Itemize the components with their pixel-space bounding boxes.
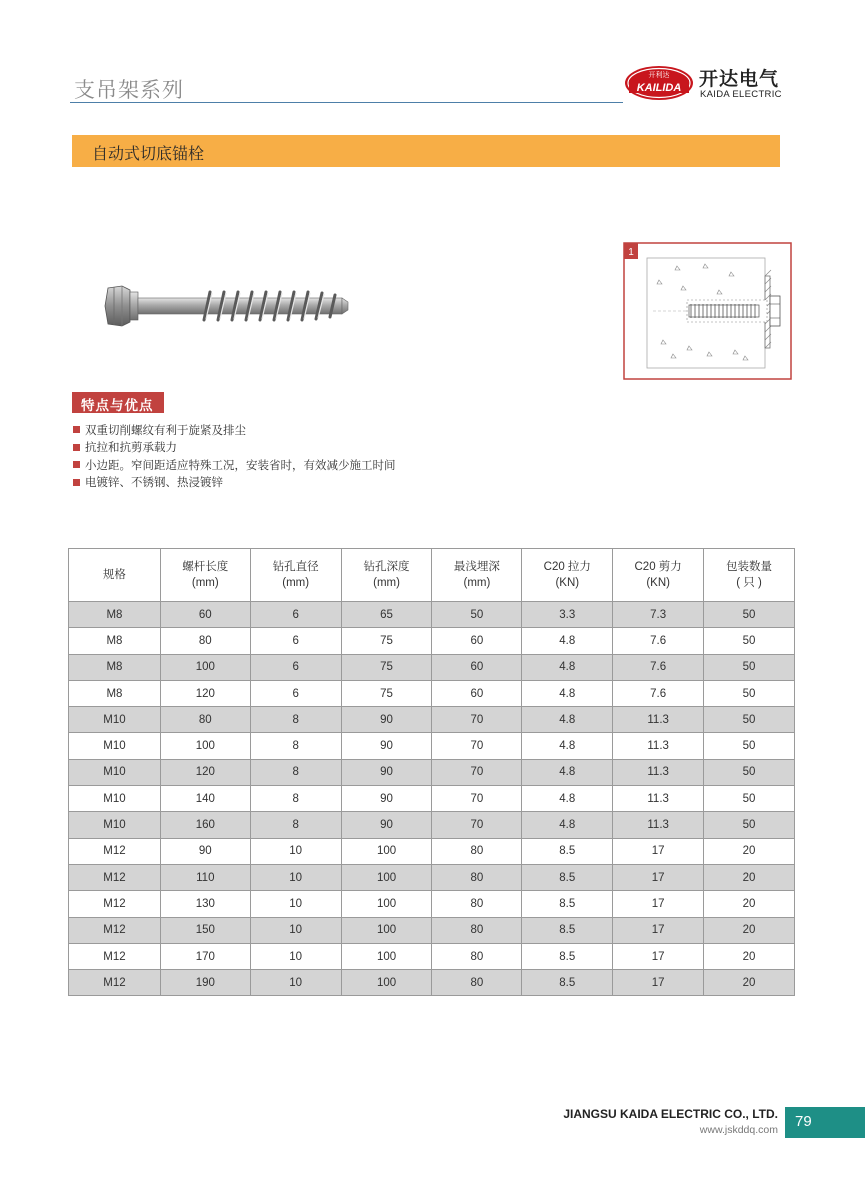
table-cell: 120 (160, 680, 250, 706)
table-cell: 50 (704, 733, 795, 759)
section-title-bar (72, 135, 780, 167)
table-cell: 60 (432, 628, 522, 654)
table-cell: 50 (704, 812, 795, 838)
table-cell: 8.5 (522, 864, 613, 890)
table-cell: 75 (341, 628, 432, 654)
table-cell: M8 (69, 602, 161, 628)
table-row (69, 917, 795, 943)
table-row (69, 891, 795, 917)
table-cell: 80 (432, 838, 522, 864)
table-cell: 20 (704, 891, 795, 917)
table-cell: 20 (704, 864, 795, 890)
table-header-cell (704, 549, 795, 602)
table-row (69, 628, 795, 654)
table-cell: 4.8 (522, 628, 613, 654)
table-cell: 100 (341, 838, 432, 864)
table-cell: M10 (69, 707, 161, 733)
table-cell: 50 (704, 654, 795, 680)
table-cell: 130 (160, 891, 250, 917)
table-cell: 11.3 (613, 812, 704, 838)
table-cell: 80 (432, 970, 522, 996)
table-cell: M10 (69, 786, 161, 812)
table-cell: 190 (160, 970, 250, 996)
table-cell: 150 (160, 917, 250, 943)
table-row (69, 812, 795, 838)
table-cell: 80 (160, 707, 250, 733)
logo-cn-name: 开达电气 (699, 68, 780, 90)
table-cell: 50 (704, 628, 795, 654)
table-cell: 7.6 (613, 628, 704, 654)
series-title: 支吊架系列 (74, 78, 184, 102)
company-name: JIANGSU KAIDA ELECTRIC CO., LTD. (563, 1107, 778, 1121)
table-cell: 60 (432, 680, 522, 706)
table-cell: 4.8 (522, 733, 613, 759)
spec-table (68, 548, 795, 996)
header-label: 螺杆长度 (182, 561, 229, 573)
table-cell: 50 (704, 680, 795, 706)
table-cell: 50 (704, 707, 795, 733)
table-row (69, 759, 795, 785)
table-cell: M12 (69, 917, 161, 943)
table-cell: 3.3 (522, 602, 613, 628)
table-cell: 7.6 (613, 654, 704, 680)
table-cell: 4.8 (522, 654, 613, 680)
table-cell: 20 (704, 838, 795, 864)
table-header-cell (432, 549, 522, 602)
table-cell: 80 (432, 943, 522, 969)
diagram-figure-number: 1 (628, 247, 634, 258)
header-label: 钻孔直径 (272, 561, 319, 573)
table-row (69, 654, 795, 680)
table-cell: 70 (432, 786, 522, 812)
features-list (73, 421, 396, 491)
page-number-box (785, 1107, 865, 1138)
table-row (69, 602, 795, 628)
table-cell: 10 (250, 891, 341, 917)
table-cell: 50 (704, 759, 795, 785)
table-cell: 65 (341, 602, 432, 628)
header-unit: (mm) (373, 577, 400, 589)
table-cell: M12 (69, 891, 161, 917)
table-header-cell (160, 549, 250, 602)
header-label: 规格 (102, 569, 126, 581)
installation-diagram (623, 242, 792, 380)
page-number: 79 (795, 1113, 812, 1130)
table-cell: 17 (613, 838, 704, 864)
table-cell: 160 (160, 812, 250, 838)
table-cell: 90 (160, 838, 250, 864)
table-cell: 70 (432, 733, 522, 759)
header-unit: (mm) (191, 577, 219, 589)
table-cell: 8.5 (522, 891, 613, 917)
table-cell: 8.5 (522, 970, 613, 996)
table-cell: 90 (341, 707, 432, 733)
header-unit: (KN) (646, 577, 670, 589)
table-row (69, 838, 795, 864)
feature-text: 抗拉和抗剪承载力 (85, 440, 177, 455)
header-divider (70, 102, 623, 103)
bullet-square-icon (73, 444, 80, 451)
table-row (69, 707, 795, 733)
table-cell: 60 (160, 602, 250, 628)
table-cell: 100 (341, 943, 432, 969)
table-cell: 80 (160, 628, 250, 654)
table-header-cell (250, 549, 341, 602)
table-row (69, 786, 795, 812)
logo-small-text: 开利达 (648, 71, 670, 79)
table-row (69, 970, 795, 996)
table-cell: 80 (432, 891, 522, 917)
table-cell: 70 (432, 812, 522, 838)
table-cell: M12 (69, 970, 161, 996)
table-cell: 6 (250, 602, 341, 628)
table-cell: M8 (69, 654, 161, 680)
table-cell: 6 (250, 654, 341, 680)
table-header-row (69, 549, 795, 602)
table-cell: 11.3 (613, 707, 704, 733)
table-cell: 11.3 (613, 759, 704, 785)
table-cell: 8 (250, 786, 341, 812)
table-cell: 8 (250, 759, 341, 785)
table-cell: 10 (250, 864, 341, 890)
table-cell: M10 (69, 812, 161, 838)
table-cell: M10 (69, 759, 161, 785)
table-cell: 17 (613, 864, 704, 890)
table-cell: 100 (160, 733, 250, 759)
table-cell: 90 (341, 759, 432, 785)
table-cell: 8.5 (522, 838, 613, 864)
table-cell: 10 (250, 917, 341, 943)
table-cell: 140 (160, 786, 250, 812)
table-cell: 70 (432, 707, 522, 733)
table-cell: 80 (432, 917, 522, 943)
table-cell: 20 (704, 943, 795, 969)
table-cell: 70 (432, 759, 522, 785)
table-cell: M12 (69, 943, 161, 969)
table-cell: 8.5 (522, 943, 613, 969)
header-label: 包装数量 (726, 561, 773, 573)
header-unit: (mm) (282, 577, 310, 589)
table-cell: M8 (69, 680, 161, 706)
table-header-cell (613, 549, 704, 602)
table-cell: M12 (69, 838, 161, 864)
table-cell: 17 (613, 917, 704, 943)
logo-oval-text: KAILIDA (636, 82, 682, 94)
table-cell: 11.3 (613, 733, 704, 759)
header-label: C20 拉力 (543, 561, 591, 573)
feature-item (73, 474, 396, 492)
table-cell: 8.5 (522, 917, 613, 943)
screw-anchor-photo (100, 276, 352, 336)
table-cell: 10 (250, 838, 341, 864)
table-cell: 17 (613, 891, 704, 917)
table-cell: 90 (341, 786, 432, 812)
table-cell: 90 (341, 733, 432, 759)
table-cell: 4.8 (522, 707, 613, 733)
bullet-square-icon (73, 479, 80, 486)
table-cell: 110 (160, 864, 250, 890)
table-cell: 50 (432, 602, 522, 628)
table-cell: 6 (250, 628, 341, 654)
table-cell: 8 (250, 733, 341, 759)
table-cell: 8 (250, 707, 341, 733)
table-cell: 75 (341, 680, 432, 706)
header-label: 最浅埋深 (453, 561, 500, 573)
table-cell: 100 (341, 917, 432, 943)
header-label: C20 剪力 (634, 561, 682, 573)
table-cell: 4.8 (522, 759, 613, 785)
website-link[interactable]: www.jskddq.com (699, 1124, 778, 1136)
header-unit: (mm) (463, 577, 491, 589)
table-cell: 100 (160, 654, 250, 680)
table-cell: 75 (341, 654, 432, 680)
features-tag-label: 特点与优点 (81, 398, 154, 414)
table-cell: 60 (432, 654, 522, 680)
table-cell: M12 (69, 864, 161, 890)
table-cell: 6 (250, 680, 341, 706)
table-cell: 7.3 (613, 602, 704, 628)
table-cell: 170 (160, 943, 250, 969)
feature-item (73, 439, 396, 457)
table-cell: 120 (160, 759, 250, 785)
table-row (69, 943, 795, 969)
feature-text: 电镀锌、不锈钢、热浸镀锌 (85, 475, 223, 490)
table-cell: 10 (250, 943, 341, 969)
header-label: 钻孔深度 (363, 561, 410, 573)
table-row (69, 864, 795, 890)
table-header-cell (69, 549, 161, 602)
feature-text: 双重切削螺纹有利于旋紧及排尘 (85, 422, 246, 437)
feature-item (73, 421, 396, 439)
header-unit: (KN) (555, 577, 580, 589)
table-cell: M8 (69, 628, 161, 654)
feature-text: 小边距。窄间距适应特殊工况，安装省时，有效减少施工时间 (85, 457, 396, 472)
table-cell: 20 (704, 970, 795, 996)
bullet-square-icon (73, 426, 80, 433)
table-cell: 100 (341, 864, 432, 890)
table-cell: 10 (250, 970, 341, 996)
table-cell: 80 (432, 864, 522, 890)
bullet-square-icon (73, 461, 80, 468)
table-cell: 17 (613, 943, 704, 969)
feature-item (73, 456, 396, 474)
table-cell: 90 (341, 812, 432, 838)
table-header-cell (341, 549, 432, 602)
table-cell: 4.8 (522, 786, 613, 812)
table-cell: 100 (341, 891, 432, 917)
table-cell: 100 (341, 970, 432, 996)
table-cell: 11.3 (613, 786, 704, 812)
logo-en-name: KAIDA ELECTRIC (700, 89, 782, 100)
company-logo (623, 62, 783, 108)
table-cell: 20 (704, 917, 795, 943)
features-tag (72, 392, 164, 413)
table-cell: 7.6 (613, 680, 704, 706)
table-cell: 50 (704, 786, 795, 812)
table-row (69, 680, 795, 706)
table-cell: 4.8 (522, 812, 613, 838)
kailida-oval-logo-icon (623, 64, 695, 102)
table-cell: M10 (69, 733, 161, 759)
table-header-cell (522, 549, 613, 602)
table-row (69, 733, 795, 759)
table-cell: 17 (613, 970, 704, 996)
header-unit: ( 只 ) (736, 577, 762, 589)
table-cell: 50 (704, 602, 795, 628)
section-title: 自动式切底锚栓 (92, 144, 205, 163)
table-cell: 8 (250, 812, 341, 838)
table-cell: 4.8 (522, 680, 613, 706)
